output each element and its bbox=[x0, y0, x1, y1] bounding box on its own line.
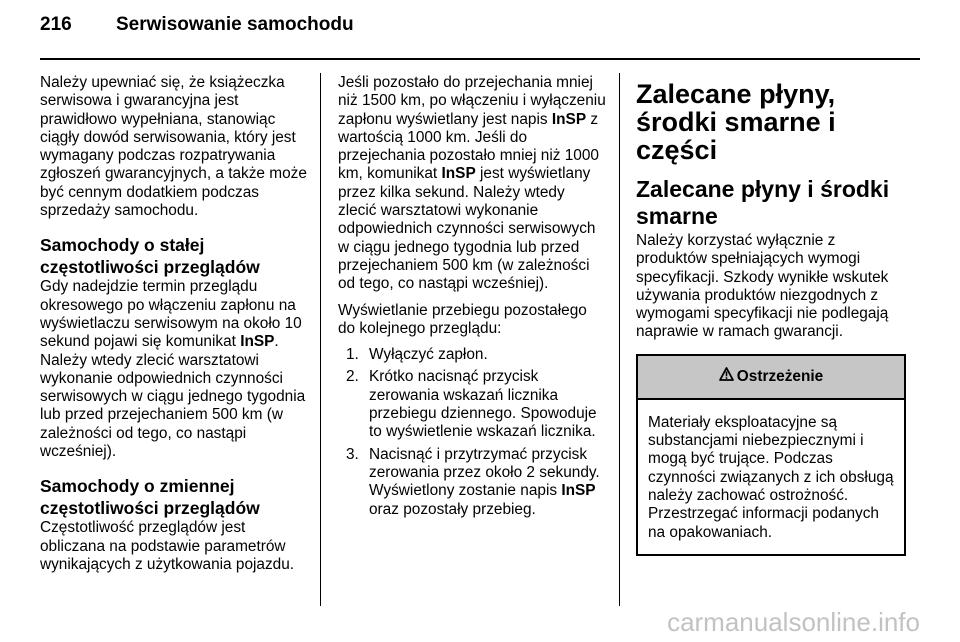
header-rule bbox=[40, 58, 920, 60]
warning-triangle-icon bbox=[719, 367, 734, 386]
list-item bbox=[338, 368, 606, 441]
fixed-interval-paragraph bbox=[40, 278, 312, 461]
watermark: carmanualsonline.info bbox=[667, 607, 920, 637]
remaining-text-3: jest wyświetlany przez kilka sekund. Należy wtedy zlecić warsztatowi wykonanie odpowiednich czynności serwisowych w ciągu jednego tygodnia lub przed przejechaniem 500 km (w zależności od tego, co nastąpi wcześniej). bbox=[338, 165, 596, 293]
variable-interval-paragraph: Częstotliwość przeglądów jest obliczana na podstawie parametrów wynikających z użytkowania pojazdu. bbox=[40, 519, 295, 573]
step-text: Wyłączyć zapłon. bbox=[369, 346, 488, 364]
section-heading-variable-interval: Samochody o zmiennej częstotliwości przeglądów bbox=[40, 476, 260, 519]
display-intro-paragraph: Wyświetlanie przebiegu pozostałego do kolejnego przeglądu: bbox=[338, 301, 587, 337]
page-header-title: Serwisowanie samochodu bbox=[116, 14, 354, 35]
insp-code: InSP bbox=[561, 482, 596, 500]
step-text: Nacisnąć i przytrzymać przycisk zerowania przez około 2 sekundy. Wyświetlony zostanie napis bbox=[369, 445, 600, 500]
warning-text: Materiały eksploatacyjne są substancjami niebezpiecznymi i mogą być trujące. Podczas czynności związanych z ich obsługą należy zachować ostrożność. Przestrzegać informacji podanych na opakowaniach. bbox=[648, 413, 894, 541]
step-number: 1. bbox=[346, 346, 359, 364]
step-text: oraz pozostały przebieg. bbox=[369, 500, 536, 518]
fluids-paragraph: Należy korzystać wyłącznie z produktów spełniających wymogi specyfikacji. Szkody wynikłe wskutek używania produktów niezgodnych z wymogami specyfikacji nie podlegają naprawie w ramach gwarancji. bbox=[636, 232, 889, 341]
column-2 bbox=[338, 74, 606, 523]
warning-box bbox=[636, 354, 906, 556]
page-header bbox=[40, 14, 354, 36]
warning-label: Ostrzeżenie bbox=[736, 367, 824, 385]
insp-code: InSP bbox=[551, 110, 587, 128]
insp-code: InSP bbox=[240, 333, 275, 351]
remaining-text-2: z wartością 1000 km. Jeśli do przejechania pozostało mniej niż 1000 km, komunikat bbox=[338, 110, 599, 183]
column-divider-1 bbox=[320, 73, 321, 606]
step-number: 2. bbox=[346, 368, 359, 386]
list-item bbox=[338, 446, 606, 519]
step-text: Krótko nacisnąć przycisk zerowania wskazań licznika przebiegu dziennego. Spowoduje to wyświetlenie wskazań licznika. bbox=[369, 368, 597, 441]
steps-list bbox=[338, 346, 606, 519]
fixed-interval-text-2: . Należy wtedy zlecić warsztatowi wykonanie odpowiednich czynności serwisowych w ciągu jednego tygodnia lub przed przejechaniem 500 km (w zależności od tego, co nastąpi wcześniej). bbox=[40, 333, 306, 461]
list-item bbox=[338, 346, 606, 364]
step-number: 3. bbox=[346, 445, 359, 463]
fixed-interval-text-1: Gdy nadejdzie termin przeglądu okresowego po włączeniu zapłonu na wyświetlaczu serwisowym na około 10 sekund pojawi się komunikat bbox=[40, 278, 302, 351]
page-number: 216 bbox=[40, 14, 72, 35]
remaining-text-1: Jeśli pozostało do przejechania mniej niż 1500 km, po włączeniu i wyłączeniu zapłonu wyświetlany jest napis bbox=[338, 74, 606, 128]
section-heading-fixed-interval: Samochody o stałej częstotliwości przeglądów bbox=[40, 235, 260, 278]
intro-paragraph: Należy upewniać się, że książeczka serwisowa i gwarancyjna jest prawidłowo wypełniana, stanowiąc ciągły dowód serwisowania, który jest wymagany podczas rozpatrywania zgłoszeń gwarancyjnych, a także może być cennym dodatkiem podczas sprzedaży samochodu. bbox=[40, 74, 307, 220]
column-3 bbox=[636, 80, 906, 556]
column-1 bbox=[40, 74, 312, 582]
chapter-title: Zalecane płyny, środki smarne i części bbox=[636, 79, 836, 165]
insp-code: InSP bbox=[441, 165, 476, 183]
warning-header bbox=[638, 356, 904, 400]
column-divider-2 bbox=[619, 73, 620, 606]
section-title: Zalecane płyny i środki smarne bbox=[636, 176, 890, 229]
remaining-distance-paragraph bbox=[338, 74, 606, 294]
